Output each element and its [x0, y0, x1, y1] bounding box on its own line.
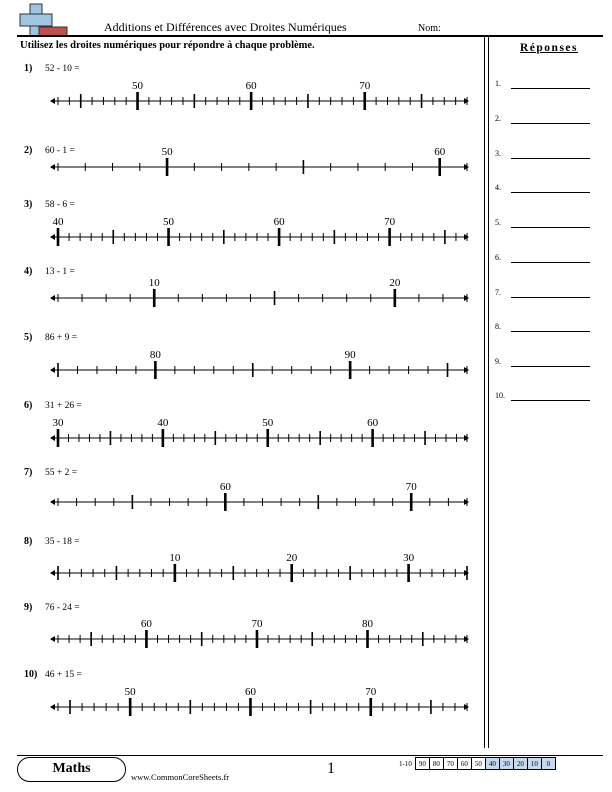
problem-number: 9) — [24, 602, 33, 613]
problem-expression: 13 - 1 = — [45, 267, 75, 277]
number-line — [0, 400, 480, 460]
problem-number: 10) — [24, 669, 38, 680]
answer-number: 8. — [495, 322, 501, 331]
score-key-cell: 90 — [415, 758, 429, 770]
problem-expression: 76 - 24 = — [45, 603, 80, 613]
answer-row — [495, 390, 595, 406]
answers-title: Réponses — [520, 42, 579, 54]
problem-expression: 35 - 18 = — [45, 537, 80, 547]
tick-label: 70 — [405, 481, 417, 493]
tick-label: 20 — [286, 552, 298, 564]
tick-label: 50 — [262, 417, 274, 429]
answer-row — [495, 113, 595, 129]
arrow-left-icon — [50, 295, 55, 301]
problem-number: 3) — [24, 199, 33, 210]
problem-expression: 46 + 15 = — [45, 670, 82, 680]
answer-number: 5. — [495, 218, 501, 227]
tick-label: 50 — [161, 146, 173, 158]
tick-label: 40 — [157, 417, 169, 429]
answer-number: 4. — [495, 183, 501, 192]
answer-row — [495, 148, 595, 164]
problem-expression: 60 - 1 = — [45, 146, 75, 156]
tick-label: 30 — [52, 417, 64, 429]
arrow-left-icon — [50, 636, 55, 642]
tick-label: 20 — [389, 277, 401, 289]
tick-label: 60 — [219, 481, 231, 493]
arrow-left-icon — [50, 234, 55, 240]
number-line — [0, 669, 480, 729]
answer-number: 10. — [495, 391, 505, 400]
answer-blank[interactable] — [511, 123, 590, 124]
answer-row — [495, 321, 595, 337]
tick-label: 80 — [362, 618, 374, 630]
tick-label: 80 — [149, 349, 161, 361]
answer-number: 6. — [495, 253, 501, 262]
problem-number: 4) — [24, 266, 33, 277]
tick-label: 60 — [434, 146, 446, 158]
score-key-cell: 30 — [499, 758, 513, 770]
answer-blank[interactable] — [511, 158, 590, 159]
answer-number: 3. — [495, 149, 501, 158]
tick-label: 30 — [403, 552, 415, 564]
tick-label: 10 — [169, 552, 181, 564]
page-number: 1 — [327, 760, 335, 777]
number-line — [0, 602, 480, 662]
answer-row — [495, 182, 595, 198]
score-key-label: 1-10 — [399, 759, 412, 768]
problem-number: 5) — [24, 332, 33, 343]
problem — [0, 602, 480, 662]
header-divider — [17, 35, 603, 37]
arrow-left-icon — [50, 164, 55, 170]
tick-label: 50 — [163, 216, 175, 228]
number-line — [0, 199, 480, 259]
tick-label: 70 — [251, 618, 263, 630]
arrow-left-icon — [50, 499, 55, 505]
name-label: Nom: — [418, 23, 441, 34]
subject-badge: Maths — [17, 757, 126, 782]
answer-row — [495, 252, 595, 268]
tick-label: 50 — [132, 80, 144, 92]
score-key-cell: 10 — [527, 758, 541, 770]
answer-blank[interactable] — [511, 331, 590, 332]
instructions-text: Utilisez les droites numériques pour répondre à chaque problème. — [20, 40, 315, 51]
problem-number: 6) — [24, 400, 33, 411]
worksheet-title: Additions et Différences avec Droites Numériques — [104, 20, 347, 34]
column-divider-right — [488, 36, 489, 748]
number-line — [0, 63, 480, 123]
tick-label: 40 — [52, 216, 64, 228]
problem-number: 8) — [24, 536, 33, 547]
arrow-left-icon — [50, 367, 55, 373]
tick-label: 90 — [344, 349, 356, 361]
score-key-cell: 50 — [471, 758, 485, 770]
problem — [0, 266, 480, 326]
answer-row — [495, 78, 595, 94]
problem-expression: 58 - 6 = — [45, 200, 75, 210]
problem — [0, 199, 480, 259]
score-key-cell: 40 — [485, 758, 499, 770]
tick-label: 70 — [359, 80, 371, 92]
problem-number: 2) — [24, 145, 33, 156]
footer-divider — [17, 755, 603, 756]
tick-label: 60 — [244, 686, 256, 698]
answer-blank[interactable] — [511, 192, 590, 193]
score-key-cell: 80 — [429, 758, 443, 770]
tick-label: 70 — [365, 686, 377, 698]
tick-label: 70 — [384, 216, 396, 228]
problem — [0, 400, 480, 460]
answer-blank[interactable] — [511, 88, 590, 89]
problem-number: 7) — [24, 467, 33, 478]
problem — [0, 145, 480, 205]
answer-blank[interactable] — [511, 400, 590, 401]
problem-number: 1) — [24, 63, 33, 74]
score-key-cell: 0 — [541, 758, 555, 770]
arrow-left-icon — [50, 704, 55, 710]
score-key-table — [397, 757, 556, 770]
problem-expression: 86 + 9 = — [45, 333, 78, 343]
answer-number: 1. — [495, 79, 501, 88]
answer-blank[interactable] — [511, 262, 590, 263]
tick-label: 50 — [124, 686, 136, 698]
score-key-cell: 60 — [457, 758, 471, 770]
plus-minus-logo-icon — [17, 3, 69, 37]
answer-row — [495, 217, 595, 233]
answer-row — [495, 287, 595, 303]
answer-number: 9. — [495, 357, 501, 366]
answer-number: 2. — [495, 114, 501, 123]
problem — [0, 536, 480, 596]
number-line — [0, 266, 480, 326]
arrow-left-icon — [50, 98, 55, 104]
answer-blank[interactable] — [511, 227, 590, 228]
arrow-left-icon — [50, 435, 55, 441]
number-line — [0, 467, 480, 527]
answer-blank[interactable] — [511, 297, 590, 298]
tick-label: 60 — [367, 417, 379, 429]
column-divider-left — [484, 36, 485, 748]
score-key-cell: 70 — [443, 758, 457, 770]
answer-row — [495, 356, 595, 372]
tick-label: 10 — [148, 277, 160, 289]
problem — [0, 467, 480, 527]
number-line — [0, 145, 480, 205]
problem-expression: 55 + 2 = — [45, 468, 78, 478]
arrow-left-icon — [50, 570, 55, 576]
tick-label: 60 — [273, 216, 285, 228]
problem — [0, 669, 480, 729]
problem-expression: 31 + 26 = — [45, 401, 82, 411]
answer-blank[interactable] — [511, 366, 590, 367]
score-key-cell: 20 — [513, 758, 527, 770]
tick-label: 60 — [245, 80, 257, 92]
number-line — [0, 332, 480, 392]
problem — [0, 63, 480, 123]
number-line — [0, 536, 480, 596]
problem — [0, 332, 480, 392]
problem-expression: 52 - 10 = — [45, 64, 80, 74]
site-url: www.CommonCoreSheets.fr — [131, 772, 230, 782]
tick-label: 60 — [140, 618, 152, 630]
answer-number: 7. — [495, 288, 501, 297]
